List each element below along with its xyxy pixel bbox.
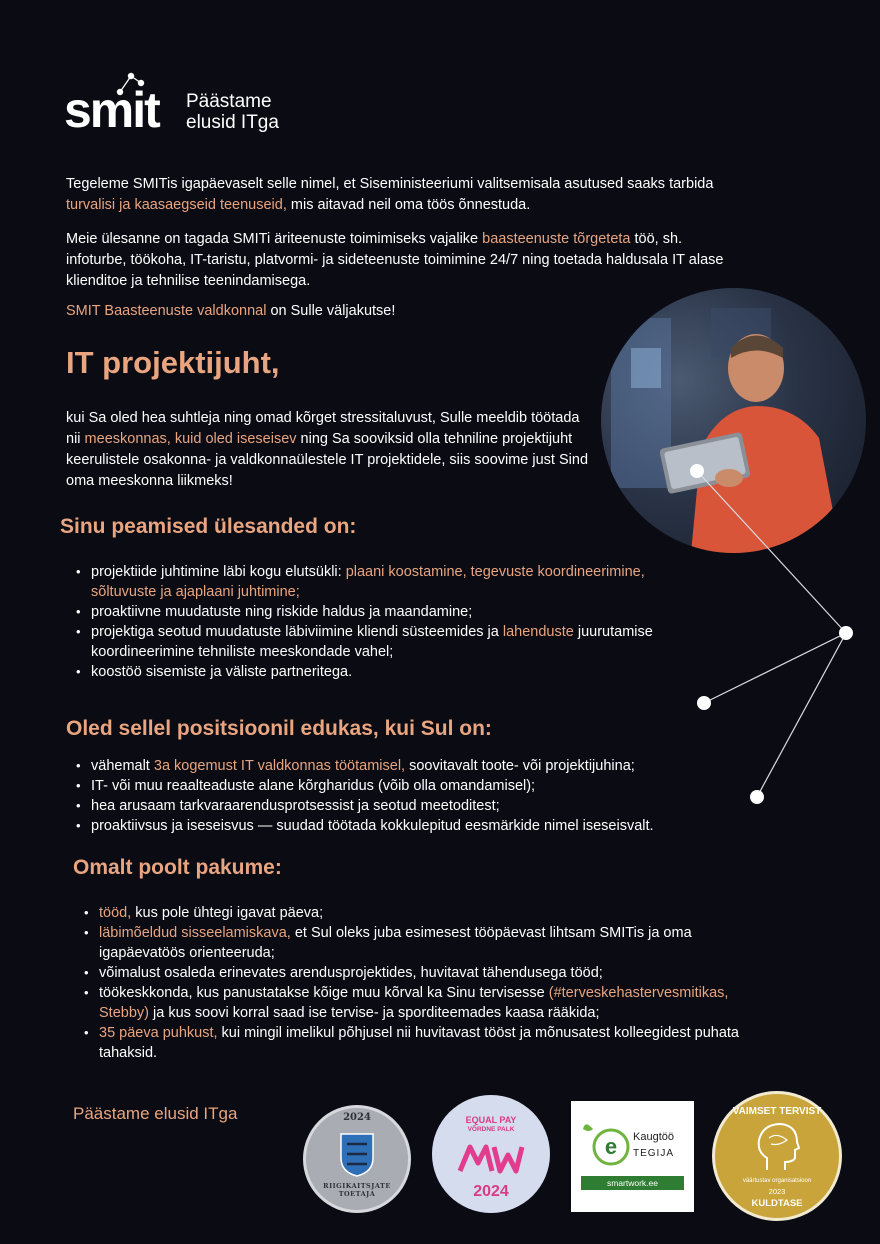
vaimset-top: VAIMSET TERVIST [732, 1106, 822, 1117]
list-item: • proaktiivsus ja iseseisvus — suudad töötada kokkulepitud eesmärkide nimel iseseisvalt. [76, 816, 716, 836]
requirements-title: Oled sellel positsioonil edukas, kui Sul on: [66, 717, 492, 740]
riigikaitse-badge [303, 1105, 411, 1213]
list-item: • projektiga seotud muudatuste läbiviimine kliendi süsteemides ja lahenduste juurutamise koordineerimine tehniliste meeskondade vahel; [76, 622, 706, 662]
leaf-e-icon [583, 1121, 633, 1167]
list-item: • läbimõeldud sisseelamiskava, et Sul oleks juba esimesest tööpäevast lihtsam SMITis ja oma igapäevatöös orienteeruda; [84, 923, 744, 963]
equal-pay-line2: VÕRDNE PALK [467, 1126, 515, 1133]
vaimset-level: KULDTASE [751, 1198, 803, 1209]
equal-pay-year: 2024 [473, 1183, 509, 1200]
list-item: • tööd, kus pole ühtegi igavat päeva; [84, 903, 744, 923]
logo-tagline-1: Päästame [186, 91, 272, 112]
coat-of-arms-icon [337, 1130, 377, 1178]
job-title: IT projektijuht, [66, 345, 280, 380]
list-item: • töökeskkonda, kus panustatakse kõige muu kõrval ka Sinu tervisesse (#terveskehastervesmitikas, Stebby) ja kus soovi korral saad ise tervise- ja sporditeemades kaasa rääkida; [84, 983, 744, 1023]
vaimset-sub: väärtustav organisatsioon [742, 1178, 812, 1184]
logo-tagline-2: elusid ITga [186, 112, 279, 133]
vaimset-year: 2023 [768, 1187, 786, 1196]
kaugtoo-site: smartwork.ee [581, 1176, 684, 1190]
intro-paragraph-2: Meie ülesanne on tagada SMITi äriteenuste toimimiseks vajalike baasteenuste tõrgeteta töö, sh. infoturbe, töökoha, IT-taristu, platvormi- ja sideteenuste toimimine 24/7 ning toetada haldusala IT alase klienditoe ja tehnilise teenindamisega. [66, 231, 724, 289]
intro-paragraph-3: SMIT Baasteenuste valdkonnal on Sulle väljakutse! [66, 303, 396, 319]
tasks-title: Sinu peamised ülesanded on: [60, 515, 357, 538]
svg-text:e: e [604, 1134, 618, 1159]
equal-pay-badge [432, 1095, 550, 1213]
kaugtoo-line2: TEGIJA [633, 1148, 675, 1159]
riigikaitse-year: 2024 [343, 1112, 371, 1123]
list-item: • proaktiivne muudatuste ning riskide haldus ja maandamine; [76, 602, 706, 622]
lead-paragraph: kui Sa oled hea suhtleja ning omad kõrget stressitaluvust, Sulle meeldib töötada nii meeskonnas, kuid oled iseseisev ning Sa sooviksid olla tehniline projektijuht keerulistele osakonna- ja valdkonnaülestele IT projektidele, siis soovime just Sind oma meeskonna liikmeks! [66, 410, 589, 489]
kaugtoo-badge [571, 1101, 694, 1212]
list-item: • võimalust osaleda erinevates arendusprojektides, huvitavat tähendusega tööd; [84, 963, 744, 983]
logo-wordmark: smit [64, 82, 159, 138]
list-item: • hea arusaam tarkvaraarendusprotsessist ja seotud meetoditest; [76, 796, 716, 816]
list-item: • vähemalt 3a kogemust IT valdkonnas töötamisel, soovitavalt toote- või projektijuhina; [76, 756, 716, 776]
offer-list [84, 903, 744, 1063]
list-item: • projektiide juhtimine läbi kogu elutsükli: plaani koostamine, tegevuste koordineerimine, sõltuvuste ja ajaplaani juhtimine; [76, 562, 706, 602]
list-item: • koostöö sisemiste ja väliste partneritega. [76, 662, 706, 682]
list-item: • 35 päeva puhkust, kui mingil imelikul põhjusel nii huvitavast tööst ja mõnusatest kolleegidest puhata tahaksid. [84, 1023, 744, 1063]
list-item: • IT- või muu reaalteaduste alane kõrgharidus (võib olla omandamisel); [76, 776, 716, 796]
kaugtoo-line1: Kaugtöö [633, 1131, 674, 1143]
mw-logo-icon [456, 1141, 526, 1175]
footer-slogan: Päästame elusid ITga [73, 1104, 238, 1123]
vaimset-tervist-badge [712, 1091, 842, 1221]
requirements-list [76, 756, 716, 836]
intro-paragraph-1: Tegeleme SMITis igapäevaselt selle nimel, et Siseministeeriumi valitsemisala asutused saaks tarbida turvalisi ja kaasaegseid teenuseid, mis aitavad neil oma töös õnnestuda. [66, 176, 714, 213]
head-profile-icon [755, 1122, 801, 1174]
tasks-list [76, 562, 706, 682]
riigikaitse-text: RIIGIKAITSJATE TOETAJA [323, 1182, 391, 1198]
equal-pay-line1: EQUAL PAY [465, 1115, 517, 1125]
offer-title: Omalt poolt pakume: [73, 856, 282, 879]
